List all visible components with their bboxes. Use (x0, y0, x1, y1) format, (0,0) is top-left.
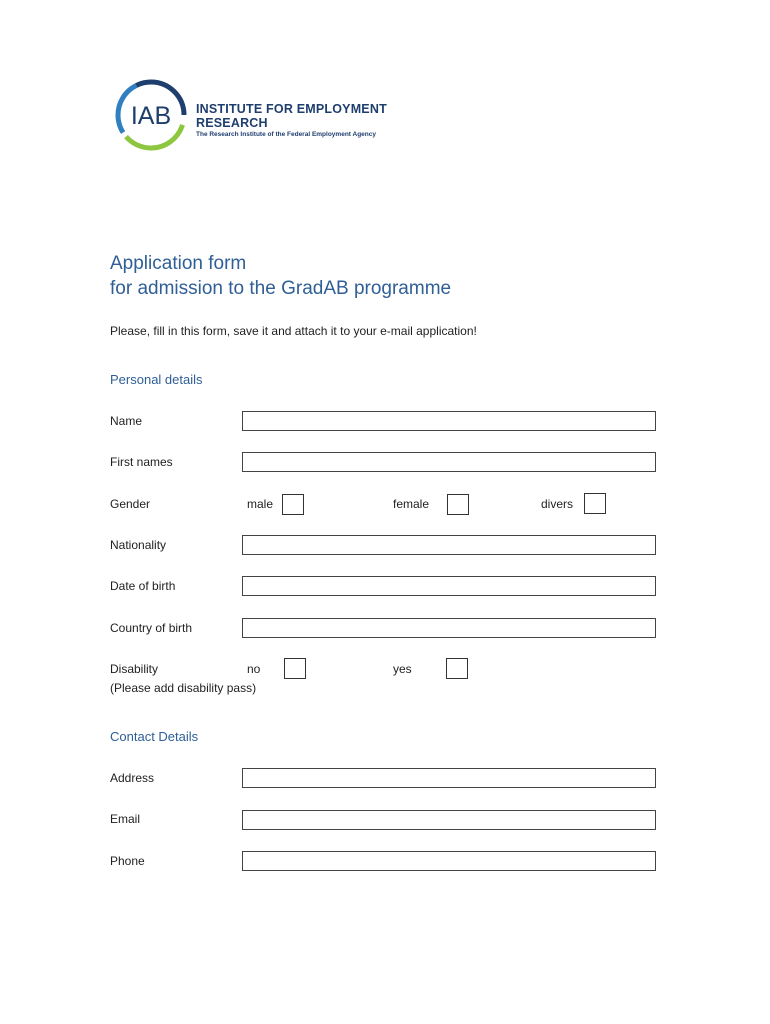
nationality-label: Nationality (110, 538, 167, 552)
title-line-2: for admission to the GradAB programme (110, 278, 452, 299)
iab-logo (114, 78, 404, 152)
disability-no-checkbox[interactable] (284, 658, 306, 679)
address-label: Address (110, 771, 155, 785)
title-line-1: Application form (110, 253, 247, 274)
first-names-label: First names (110, 455, 173, 469)
logo-mark-text: IAB (130, 102, 172, 130)
phone-label: Phone (110, 854, 145, 868)
gender-female-checkbox[interactable] (447, 494, 469, 515)
personal-details-heading: Personal details (110, 372, 203, 387)
contact-details-heading: Contact Details (110, 729, 199, 744)
gender-divers-label: divers (541, 497, 574, 511)
gender-female-label: female (393, 497, 430, 511)
iab-logo-mark (114, 78, 190, 152)
instruction-text: Please, fill in this form, save it and attach it to your e-mail application! (110, 324, 477, 338)
gender-male-checkbox[interactable] (282, 494, 304, 515)
gender-label: Gender (110, 497, 151, 511)
page-title (110, 251, 451, 301)
disability-yes-label: yes (393, 662, 412, 676)
email-label: Email (110, 812, 141, 826)
country-of-birth-label: Country of birth (110, 621, 193, 635)
gender-divers-checkbox[interactable] (584, 493, 606, 514)
name-input[interactable] (242, 411, 656, 431)
first-names-input[interactable] (242, 452, 656, 472)
address-input[interactable] (242, 768, 656, 788)
disability-no-label: no (247, 662, 261, 676)
email-input[interactable] (242, 810, 656, 830)
disability-label: Disability (110, 662, 159, 676)
logo-title: INSTITUTE FOR EMPLOYMENT RESEARCH (196, 102, 387, 130)
phone-input[interactable] (242, 851, 656, 871)
disability-yes-checkbox[interactable] (446, 658, 468, 679)
country-of-birth-input[interactable] (242, 618, 656, 638)
gender-male-label: male (247, 497, 274, 511)
nationality-input[interactable] (242, 535, 656, 555)
logo-subtitle: The Research Institute of the Federal Employment Agency (196, 131, 376, 138)
disability-note: (Please add disability pass) (110, 681, 257, 695)
dob-label: Date of birth (110, 579, 176, 593)
dob-input[interactable] (242, 576, 656, 596)
name-label: Name (110, 414, 143, 428)
